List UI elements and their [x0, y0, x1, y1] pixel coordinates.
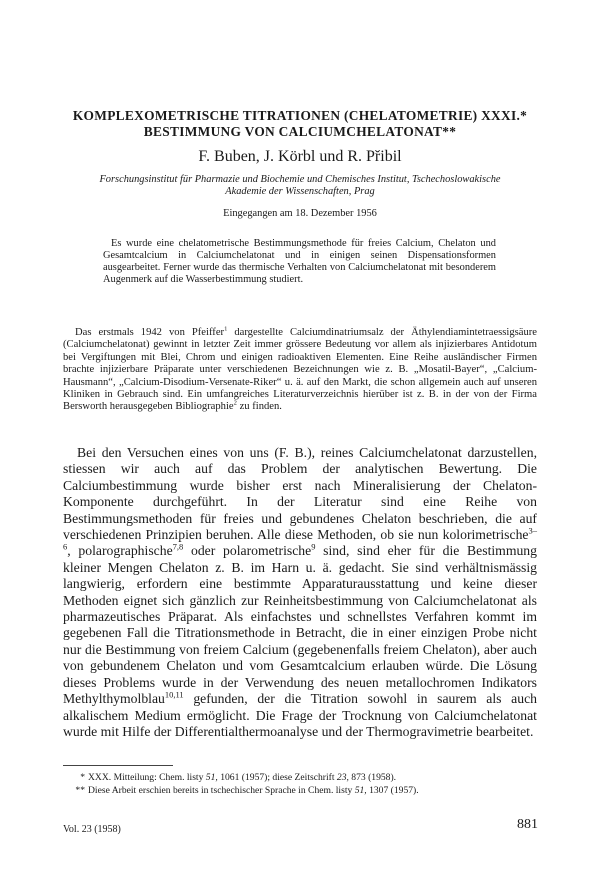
article-title-line-2: BESTIMMUNG VON CALCIUMCHELATONAT**	[143, 124, 457, 139]
footnote-1: * XXX. Mitteilung: Chem. listy 51, 1061 (1957); diese Zeitschrift 23, 873 (1958).	[63, 772, 537, 784]
body-text-3: oder polarometrische	[183, 543, 312, 559]
citation-ref: 10,11	[164, 689, 184, 700]
footnote-divider	[63, 765, 173, 766]
intro-text-3: zu finden.	[236, 401, 282, 413]
article-title-line-1: KOMPLEXOMETRISCHE TITRATIONEN (CHELATOMETRIE) XXXI.*	[72, 108, 528, 123]
body-text-1: Bei den Versuchen eines von uns (F. B.), reines Calciumchelatonat darzustellen, stiessen wir auch auf das Problem der analytischen Bewertung. Die Calciumbestimmung wurde bisher erst nach Mineralisierung der Chelaton-Komponente durchgeführt. In der Literatur sind eine Reihe von Bestimmungsmethoden für freies und gebundenes Chelaton beschrieben, die auf verschiedenen Prinzipien beruhen. Alle diese Methoden, ob sie nun kolorimetrische	[63, 445, 537, 543]
intro-text-1: Das erstmals 1942 von Pfeiffer	[75, 327, 225, 338]
citation-ref: 1	[224, 325, 228, 333]
footnote-mark: *	[80, 772, 85, 783]
intro-text-2: dargestellte Calciumdinatriumsalz der Äthylendiamintetraessigsäure (Calciumchelatonat) gewinnt in letzter Zeit immer grössere Bedeutung vor allem als injizierbares Antidotum bei Vergiftungen mit Blei, Chrom und einigen radioaktiven Elementen. Eine Reihe ausländischer Firmen brachte injizierbare Präparate unter verschiedenen Bezeichnungen wie z. B. „Mosatil-Bayer“, „Calcium-Hausmann“, „Calcium-Disodium-Versenate-Riker“ u. ä. auf den Markt, die schon allgemein auch auf unseren Kliniken in Gebrauch sind. Ein umfangreiches Literaturverzeichnis hierüber ist z. B. in der von der Firma Bersworth herausgegeben Bibliographie	[63, 327, 537, 413]
citation-ref: 9	[311, 541, 316, 552]
abstract: Es wurde eine chelatometrische Bestimmungsmethode für freies Calcium, Chelaton und Gesamtcalcium in Calciumchelatonat und in einigen seinen Dispensationsformen ausgearbeitet. Ferner wurde das thermische Verhalten von Calciumchelatonat mit besonderem Augenmerk auf die Wasserbestimmung studiert.	[103, 238, 496, 285]
body-paragraph	[63, 445, 537, 740]
citation-ref: 7,8	[172, 541, 184, 552]
institution-line-1: Forschungsinstitut für Pharmazie und Biochemie und Chemisches Institut, Tschechoslowakische	[99, 174, 501, 185]
body-text-5: gefunden, der die Titration sowohl in saurem als auch alkalischem Medium ermöglicht. Die Frage der Trocknung von Calciumchelatonat wurde mit Hilfe der Differentialthermoanalyse und der Thermogravimetrie bearbeitet.	[63, 691, 537, 739]
author-list: F. Buben, J. Körbl und R. Přibil	[198, 148, 402, 165]
citation-ref: 2	[233, 399, 237, 407]
page-number: 881	[517, 817, 538, 832]
citation-ref: 3–6	[63, 525, 537, 552]
body-text-2: , polarographische	[67, 543, 173, 559]
journal-volume: Vol. 23 (1958)	[63, 824, 121, 835]
body-text-4: sind, sind eher für die Bestimmung kleiner Mengen Chelaton z. B. im Harn u. ä. gedacht. Sie sind verhältnismässig langwierig, erfordern eine bestimmte Apparaturausstattung und keine dieser Methoden eignet sich gänzlich zur Reinheitsbestimmung von Calciumchelatonat als pharmazeutisches Präparat. Als einfachstes und schnellstes Verfahren kommt im gegebenen Fall die Titrationsmethode in Betracht, die in einer einzigen Probe nicht nur die Bestimmung von freiem Calcium (gegebenenfalls freiem Chelaton), aber auch von gebundenem Chelaton und vom Gesamtcalcium erlauben würde. Die Lösung dieses Problems wurde in der Verwendung des neuen metallochromen Indikators Methylthymolblau	[63, 543, 537, 707]
footnote-mark: **	[75, 785, 85, 796]
footnote-2: ** Diese Arbeit erschien bereits in tschechischer Sprache in Chem. listy 51, 1307 (1957).	[63, 785, 537, 797]
institution-line-2: Akademie der Wissenschaften, Prag	[225, 185, 375, 197]
received-date: Eingegangen am 18. Dezember 1956	[223, 208, 377, 219]
institution-affiliation	[30, 174, 570, 197]
introduction-paragraph	[63, 327, 537, 414]
